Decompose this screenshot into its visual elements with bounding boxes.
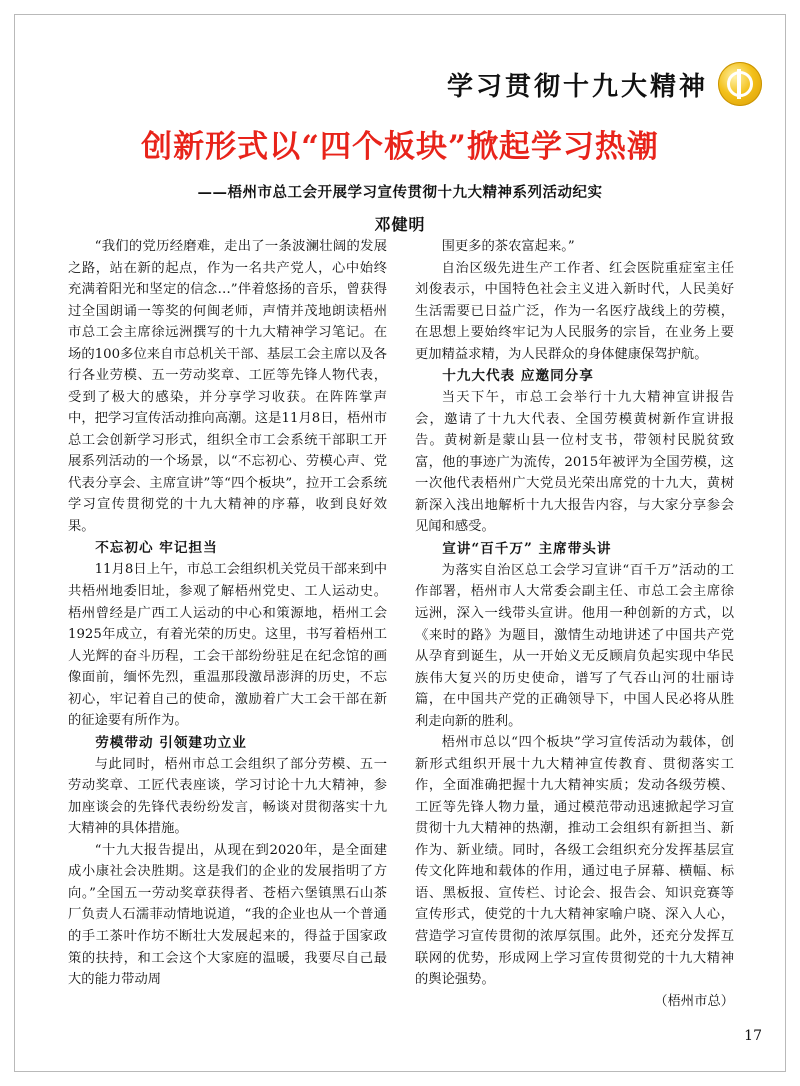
column-right	[415, 236, 734, 1009]
body-paragraph: 自治区级先进生产工作者、红会医院重症室主任刘俊表示，中国特色社会主义进入新时代，人民美好生活需要已日益广泛，作为一名医疗战线上的劳模，在思想上要始终牢记为人民服务的宗旨，在业务上要更加精益求精，为人民群众的身体健康保驾护航。	[415, 260, 734, 362]
body-paragraph: 当天下午，市总工会举行十九大精神宣讲报告会，邀请了十九大代表、全国劳模黄树新作宣讲报告。黄树新是蒙山县一位村支书，带领村民脱贫致富，他的事迹广为流传，2015年被评为全国劳模，这一次他代表梧州广大党员光荣出席党的十九大，黄树新深入浅出地解析十九大报告内容，与大家分享参会见闻和感受。	[415, 390, 734, 535]
body-paragraph: 围更多的茶农富起来。”	[441, 239, 575, 254]
page-number: 17	[744, 1028, 762, 1044]
section-heading: 劳模带动 引领建功立业	[95, 734, 247, 751]
body-paragraph: 11月8日上午，市总工会组织机关党员干部来到中共梧州地委旧址，参观了解梧州党史、工人运动史。梧州曾经是广西工人运动的中心和策源地，梧州工会1925年成立，有着光荣的历史。这里，书写着梧州工人光辉的奋斗历程，工会干部纷纷驻足在纪念馆的画像面前，缅怀先烈，重温那段激昂澎湃的历史，不忘初心，牢记着自己的使命，激励着广大工会干部在新的征途要有所作为。	[68, 562, 387, 729]
body-paragraph: “十九大报告提出，从现在到2020年，是全面建成小康社会决胜期。这是我们的企业的发展指明了方向。”全国五一劳动奖章获得者、苍梧六堡镇黑石山茶厂负责人石濡菲动情地说道，“我的企业也从一个普通的手工茶叶作坊不断壮大发展起来的，得益于国家政策的扶持，和工会这个大家庭的温暖，我要尽自己最大的能力带动周	[68, 842, 387, 988]
section-heading: 宣讲“百千万” 主席带头讲	[442, 540, 612, 557]
section-heading: 十九大代表 应邀同分享	[442, 368, 594, 385]
article-byline: 邓健明	[374, 214, 426, 234]
title-block	[40, 128, 760, 235]
union-emblem-logo-icon	[718, 62, 762, 106]
column-left	[68, 236, 387, 988]
article-body	[68, 236, 734, 1009]
section-heading: 不忘初心 牢记担当	[95, 540, 218, 557]
article-title: 创新形式以“四个板块”掀起学习热潮	[141, 129, 659, 165]
article-signoff: （梧州市总）	[654, 993, 734, 1009]
body-paragraph: 为落实自治区总工会学习宣讲“百千万”活动的工作部署，梧州市人大常委会副主任、市总工会主席徐远洲，深入一线带头宣讲。他用一种创新的方式，以《来时的路》为题目，激情生动地讲述了中国共产党从孕育到诞生，从一开始义无反顾肩负起实现中华民族伟大复兴的历史使命，谱写了气吞山河的壮丽诗篇，在中国共产党的正确领导下，中国人民必将从胜利走向新的胜利。	[415, 562, 734, 729]
body-paragraph: 梧州市总以“四个板块”学习宣传活动为载体，创新形式组织开展十九大精神宣传教育、贯彻落实工作，全面准确把握十九大精神实质；发动各级劳模、工匠等先锋人物力量，通过模范带动迅速掀起学习宣贯彻十九大精神的热潮，推动工会组织有新担当、新作为、新业绩。同时，各级工会组织充分发挥基层宣传文化阵地和载体的作用，通过电子屏幕、横幅、标语、黑板报、宣传栏、讨论会、报告会、知识竞赛等宣传形式，使党的十九大精神家喻户晓、深入人心，营造学习宣传贯彻的浓厚氛围。此外，还充分发挥互联网的优势，形成网上学习宣传贯彻党的十九大精神的舆论强势。	[415, 735, 734, 988]
body-paragraph: “我们的党历经磨难，走出了一条波澜壮阔的发展之路，站在新的起点，作为一名共产党人，心中始终充满着阳光和坚定的信念…”伴着悠扬的音乐，曾获得过全国朗诵一等奖的何闽老师，声情并茂地朗读梧州市总工会主席徐远洲撰写的十九大精神学习笔记。在场的100多位来自市总机关干部、基层工会主席以及各行各业劳模、五一劳动奖章、工匠等先锋人物代表，受到了极大的感染，并分享学习收获。在阵阵掌声中，把学习宣传活动推向高潮。这是11月8日，梧州市总工会创新学习形式，组织全市工会系统干部职工开展系列活动的一个场景，以“不忘初心、劳模心声、党代表分享会、主席宣讲”等“四个板块”，拉开工会系统学习宣传贯彻党的十九大精神的序幕，收到良好效果。	[68, 239, 387, 534]
body-paragraph: 与此同时，梧州市总工会组织了部分劳模、五一劳动奖章、工匠代表座谈，学习讨论十九大精神，参加座谈会的先锋代表纷纷发言，畅谈对贯彻落实十九大精神的具体措施。	[68, 756, 387, 837]
masthead-title: 学习贯彻十九大精神	[446, 71, 708, 102]
article-subtitle: ——梧州市总工会开展学习宣传贯彻十九大精神系列活动纪实	[197, 183, 603, 201]
masthead	[0, 62, 762, 106]
